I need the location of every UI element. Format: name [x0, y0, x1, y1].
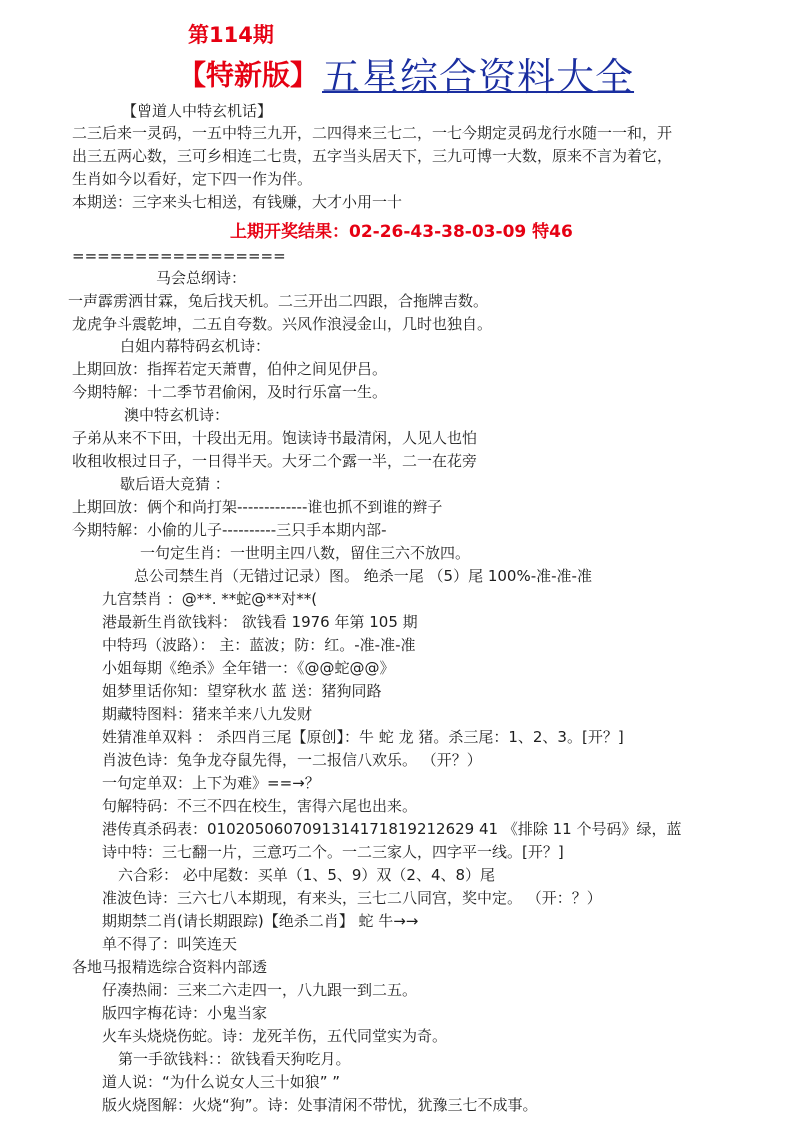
intro-line: 二三后来一灵码，一五中特三九开，二四得来三七二，一七今期定灵码龙行水随一一和，开 [72, 124, 673, 142]
content-line: 道人说：“为什么说女人三十如狼” ” [102, 1073, 341, 1091]
intro-line: 生肖如今以看好，定下四一作为伴。 [72, 170, 313, 188]
poem-line: 龙虎争斗震乾坤，二五自夸数。兴风作浪浸金山，几时也独自。 [72, 315, 493, 333]
content-line: 期期禁二肖(请长期跟踪)【绝杀二肖】 蛇 牛→→ [102, 912, 419, 930]
content-line: 姓猜准单双料 ： 杀四肖三尾【原创】：牛 蛇 龙 猪。杀三尾：1、2、3。[开？] [102, 728, 624, 746]
content-line: 九宫禁肖 ：@**. **蛇@**对**( [102, 590, 318, 608]
poem-line: 收租收根过日子，一日得半天。大牙二个露一半，二一在花旁 [72, 452, 478, 470]
content-line: 六合彩： 必中尾数：买单（1、5、9）双（2、4、8）尾 [118, 866, 496, 884]
content-line: 港最新生肖欲钱料： 欲钱看 1976 年第 105 期 [102, 613, 418, 631]
content-line: 期藏特图料：猪来羊来八九发财 [102, 705, 313, 723]
poem-line: 子弟从来不下田，十段出无用。饱读诗书最清闲，人见人也怕 [72, 429, 478, 447]
content-line: 姐梦里话你知：望穿秋水 蓝 送：猪狗同路 [102, 682, 382, 700]
content-line: 第一手欲钱料：：欲钱看天狗吃月。 [118, 1050, 351, 1068]
section-heading: 澳中特玄机诗： [124, 406, 230, 424]
content-line: 上期回放：指挥若定天萧曹，伯仲之间见伊吕。 [72, 360, 388, 378]
content-line: 一句定生肖：一世明主四八数，留住三六不放四。 [140, 544, 471, 562]
content-line: 仔凑热闹：三来二六走四一，八九跟一到二五。 [102, 981, 418, 999]
intro-line: 本期送：三字来头七相送，有钱赚，大才小用一十 [72, 193, 403, 211]
content-line: 肖波色诗：兔争龙夺鼠先得，一二报信八欢乐。 （开？） [102, 751, 482, 769]
content-line: 准波色诗：三六七八本期现，有来头，三七二八同宫，奖中定。 （开：？） [102, 889, 602, 907]
title-block [178, 46, 635, 99]
content-line: 版四字梅花诗：小鬼当家 [102, 1004, 268, 1022]
content-line: 单不得了：叫笑连天 [102, 935, 238, 953]
content-line: 版火烧图解：火烧“狗”。诗：处事清闲不带忧，犹豫三七不成事。 [102, 1096, 538, 1114]
intro-heading: 【曾道人中特玄机话】 [122, 102, 273, 120]
section-heading: 歇后语大竞猜 ： [120, 475, 230, 493]
poem-line: 一声霹雳洒甘霖，兔后找天机。二三开出二四跟，合拖牌吉数。 [68, 292, 489, 310]
content-line: 今期特解：小偷的儿子----------三只手本期内部- [72, 521, 387, 539]
content-line: 港传真杀码表：0102050607091314171819212629 41 《排除 11 个号码》绿，蓝 [102, 820, 682, 838]
separator: ================= [72, 247, 286, 265]
edition-badge: 【特新版】 [178, 58, 319, 92]
content-line: 火车头烧烧伤蛇。诗：龙死羊伤，五代同堂实为奇。 [102, 1027, 448, 1045]
section-heading: 各地马报精选综合资料内部透 [72, 958, 268, 976]
page-title: 五星综合资料大全 [322, 55, 635, 99]
content-line: 今期特解：十二季节君偷闲，及时行乐富一生。 [72, 383, 388, 401]
content-line: 中特玛（波路）： 主：蓝波；防：红。-准-准-准 [102, 636, 416, 654]
section-heading: 马会总纲诗： [156, 269, 247, 287]
content-line: 诗中特：三七翻一片，三意巧二个。一二三家人，四字平一线。[开？] [102, 843, 564, 861]
content-line: 上期回放：俩个和尚打架-------------谁也抓不到谁的辫子 [72, 498, 443, 516]
content-line: 句解特码：不三不四在校生，害得六尾也出来。 [102, 797, 418, 815]
intro-line: 出三五两心数，三可乡相连二七贵，五字当头居天下，三九可博一大数，原来不言为着它， [72, 147, 673, 165]
section-heading: 白姐内幕特码玄机诗： [120, 337, 271, 355]
issue-number: 第114期 [188, 23, 274, 47]
content-line: 一句定单双：上下为难》==→？ [102, 774, 320, 792]
content-line: 总公司禁生肖（无错过记录）图。 绝杀一尾 （5）尾 100%-准-准-准 [134, 567, 592, 585]
last-draw-result: 上期开奖结果：02-26-43-38-03-09 特46 [230, 222, 573, 242]
content-line: 小姐每期《绝杀》全年错一：《@@蛇@@》 [102, 659, 395, 677]
